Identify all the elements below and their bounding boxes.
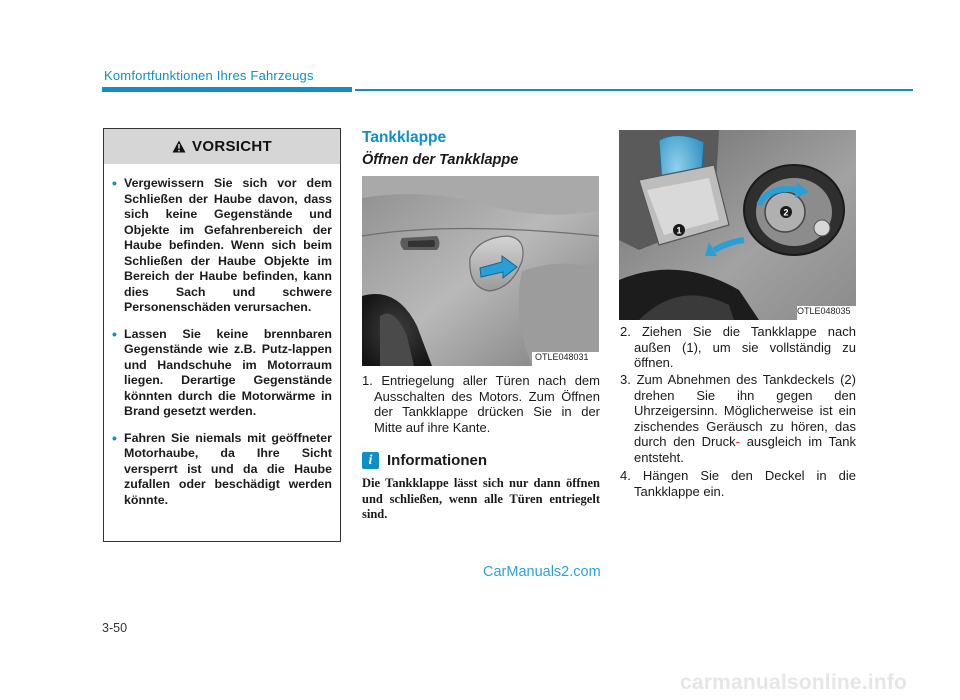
- step-number: 4.: [620, 468, 631, 483]
- callout-2: 2: [783, 207, 789, 218]
- caution-list: [114, 176, 332, 519]
- step-1: [362, 373, 600, 435]
- caution-item: • Vergewissern Sie sich vor dem Schließen der Haube davon, dass sich keine Gegenstände und Objekte im Gefahrenbereich der Haube befinden. Wenn sich beim Schließen der Haube Objekte im Bereich der Haube befinden, kann dies Sach und schwere Personenschäden verursachen.: [114, 176, 332, 316]
- step-text: Zum Abnehmen des Tankdeckels (2) drehen Sie ihn gegen den Uhrzeigersinn. Möglicherweise ist ein zischendes Geräusch zu hören, das durch den Druck: [634, 372, 856, 449]
- step-text: Hängen Sie den Deckel in die Tankklappe ein.: [634, 468, 856, 499]
- step-text-continued: ausgleich im Tank entsteht.: [634, 434, 856, 465]
- caution-label: VORSICHT: [192, 138, 272, 155]
- step-text: Ziehen Sie die Tankklappe nach außen (1), um sie vollständig zu öffnen.: [634, 324, 856, 370]
- step-text: Entriegelung aller Türen nach dem Ausschalten des Motors. Zum Öffnen der Tankklappe drücken Sie in der Mitte auf ihre Kante.: [374, 373, 600, 435]
- step-3: [620, 372, 856, 465]
- fuel-door-illustration: [362, 176, 599, 366]
- header-rule-thin: [355, 89, 913, 91]
- caution-item: • Fahren Sie niemals mit geöffneter Motorhaube, da Ihre Sicht versperrt ist und da die Haube zufallen oder beschädigt werden könnte.: [114, 431, 332, 509]
- section-subtitle: Öffnen der Tankklappe: [362, 152, 519, 168]
- step-2: [620, 324, 856, 371]
- warning-icon: [172, 140, 186, 153]
- step-number: 2.: [620, 324, 631, 339]
- section-title: Tankklappe: [362, 129, 447, 146]
- figure-code: OTLE048031: [535, 352, 589, 362]
- info-title: Informationen: [387, 452, 487, 469]
- info-text: Die Tankklappe lässt sich nur dann öffnen und schließen, wenn alle Türen entriegelt sind.: [362, 476, 600, 521]
- figure-code: OTLE048035: [797, 306, 851, 316]
- chapter-title: Komfortfunktionen Ihres Fahrzeugs: [104, 68, 314, 83]
- callout-1: 1: [676, 225, 682, 236]
- caution-item: • Lassen Sie keine brennbaren Gegenstände wie z.B. Putz-lappen und Handschuhe im Motorraum liegen. Derartige Gegenstände könnten durch die Motorwärme in Brand gesetzt werden.: [114, 327, 332, 420]
- fuel-cap-illustration: [619, 130, 856, 320]
- step-4: [620, 468, 856, 499]
- caution-header: [104, 129, 340, 164]
- watermark-link[interactable]: CarManuals2.com: [483, 564, 601, 580]
- caution-box: [103, 128, 341, 542]
- page-number: 3-50: [102, 621, 128, 635]
- hyphen: -: [735, 434, 740, 449]
- watermark-bottom: carmanualsonline.info: [680, 671, 908, 694]
- info-icon: i: [362, 452, 379, 469]
- step-number: 1.: [362, 373, 373, 388]
- step-number: 3.: [620, 372, 631, 387]
- header-rule-thick: [102, 87, 352, 92]
